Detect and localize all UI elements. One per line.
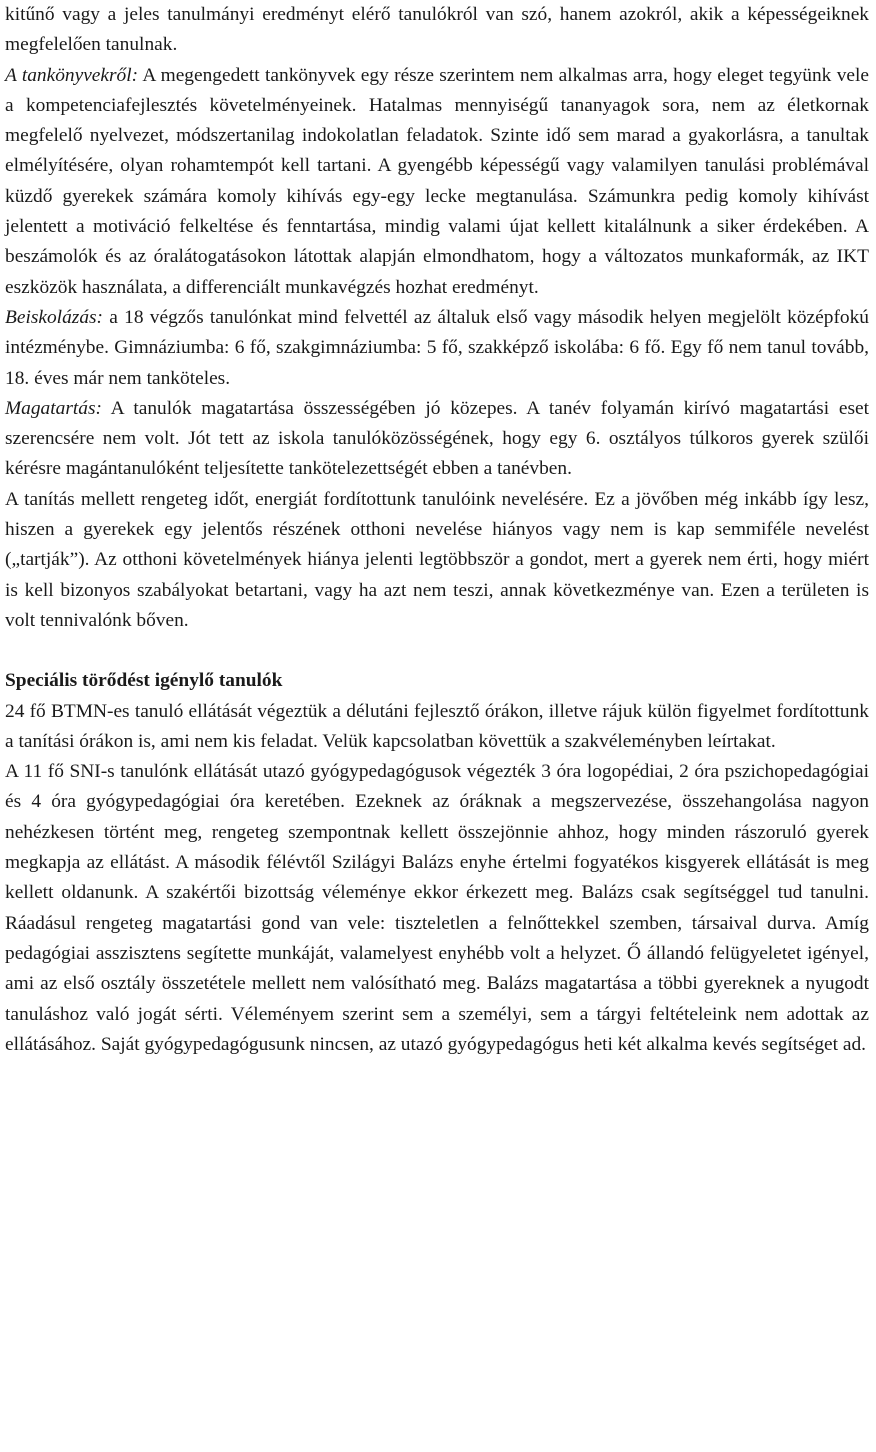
paragraph-label: Magatartás: xyxy=(5,397,102,419)
paragraph-text: 24 fő BTMN-es tanuló ellátását végeztük a délutáni fejlesztő órákon, illetve rájuk külön figyelmet fordítottunk a tanítási órákon is, ami nem kis feladat. Velük kapcsolatban követtük a szakvéleményben leírtakat. xyxy=(5,700,869,752)
paragraph-text: A tanítás mellett rengeteg időt, energiát fordítottunk tanulóink nevelésére. Ez a jövőben még inkább így lesz, hiszen a gyerekek egy jelentős részének otthoni nevelése hiányos vagy nem is kap semmiféle nevelést („tartják”). Az otthoni követelmények hiánya jelenti legtöbbször a gondot, mert a gyerek nem érti, hogy miért is kell bizonyos szabályokat betartani, vagy ha azt nem teszi, annak következménye van. Ezen a területen is volt tennivalónk bőven. xyxy=(5,488,869,631)
paragraph-text: A megengedett tankönyvek egy része szerintem nem alkalmas arra, hogy eleget tegyünk vele a kompetenciafejlesztés követelményeinek. Hatalmas mennyiségű tananyagok sora, nem az életkornak megfelelő nyelvezet, módszertanilag indokolatlan feladatok. Szinte idő sem marad a gyakorlásra, a tanultak elmélyítésére, olyan rohamtempót kell tartani. A gyengébb képességű vagy valamilyen tanulási problémával küzdő gyerekek számára komoly kihívás egy-egy lecke megtanulása. Számunkra pedig komoly kihívást jelentett a motiváció felkeltése és fenntartása, mindig valami újat kellett kitalálnunk a siker érdekében. A beszámolók és az óralátogatásokon látottak alapján elmondhatom, hogy a változatos munkaformák, az IKT eszközök használata, a differenciált munkavégzés hozhat eredményt. xyxy=(5,64,869,298)
paragraph-btmn xyxy=(5,697,869,758)
paragraph-enrollment xyxy=(5,303,869,394)
paragraph-label: Beiskolázás: xyxy=(5,306,104,328)
paragraph-label: A tankönyvekről: xyxy=(5,64,139,86)
paragraph-text: A 11 fő SNI-s tanulónk ellátását utazó gyógypedagógusok végezték 3 óra logopédiai, 2 óra pszichopedagógiai és 4 óra gyógypedagógiai óra keretében. Ezeknek az óráknak a megszervezése, összehangolása nagyon nehézkesen történt meg, rengeteg szempontnak kellett összejönnie ahhoz, hogy minden rászoruló gyerek megkapja az ellátást. A második félévtől Szilágyi Balázs enyhe értelmi fogyatékos kisgyerek ellátását is meg kellett oldanunk. A szakértői bizottság véleménye ekkor érkezett meg. Balázs csak segítséggel tud tanulni. Ráadásul rengeteg magatartási gond van vele: tiszteletlen a felnőttekkel szemben, társaival durva. Amíg pedagógiai asszisztens segítette munkáját, valamelyest enyhébb volt a helyzet. Ő állandó felügyeletet igényel, ami az első osztály összetétele mellett nem valósítható meg. Balázs magatartása a többi gyereknek a nyugodt tanuláshoz való jogát sérti. Véleményem szerint sem a személyi, sem a tárgyi feltételeink nem adottak az ellátásához. Saját gyógypedagógusunk nincsen, az utazó gyógypedagógus heti két alkalma kevés segítséget ad. xyxy=(5,761,869,1055)
paragraph-behavior xyxy=(5,394,869,485)
section-heading: Speciális törődést igénylő tanulók xyxy=(5,670,283,692)
section-spacer xyxy=(5,636,869,666)
paragraph-text: kitűnő vagy a jeles tanulmányi eredményt elérő tanulókról van szó, hanem azokról, akik a képességeiknek megfelelően tanulnak. xyxy=(5,4,869,56)
paragraph-sni xyxy=(5,757,869,1060)
document-page xyxy=(5,0,869,1060)
paragraph-text: A tanulók magatartása összességében jó közepes. A tanév folyamán kirívó magatartási eset szerencsére nem volt. Jót tett az iskola tanulóközösségének, hogy egy 6. osztályos túlkoros gyerek szülői kérésre magántanulóként teljesítette tankötelezettségét ebben a tanévben. xyxy=(5,397,869,480)
paragraph-text: a 18 végzős tanulónkat mind felvettél az általuk első vagy második helyen megjelölt középfokú intézménybe. Gimnáziumba: 6 fő, szakgimnáziumba: 5 fő, szakképző iskolába: 6 fő. Egy fő nem tanul tovább, 18. éves már nem tanköteles. xyxy=(5,306,869,389)
paragraph-upbringing xyxy=(5,485,869,636)
paragraph-textbooks xyxy=(5,61,869,303)
paragraph-continuation xyxy=(5,0,869,61)
